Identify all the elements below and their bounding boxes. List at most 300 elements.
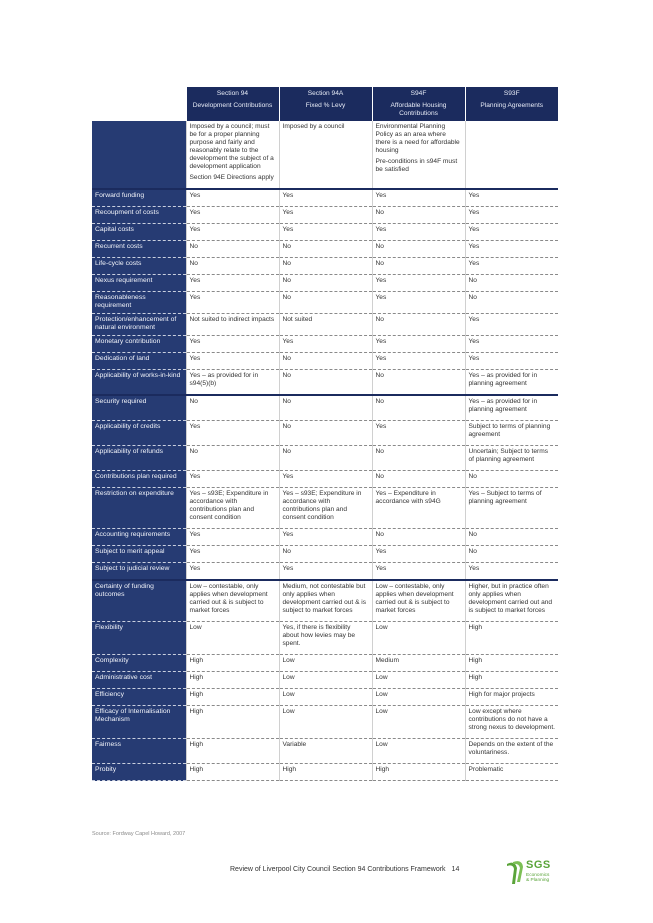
table-cell <box>186 421 279 446</box>
cell-text: Yes <box>189 192 201 199</box>
table-cell <box>279 546 372 563</box>
table-row <box>92 764 558 781</box>
table-cell <box>186 655 279 672</box>
table-row <box>92 292 558 314</box>
logo-wordmark: SGS <box>526 859 551 871</box>
row-label: Complexity <box>92 655 186 672</box>
cell-text: Low <box>375 708 388 715</box>
row-label: Subject to merit appeal <box>92 546 186 563</box>
row-label: Applicability of works-in-kind <box>92 370 186 396</box>
column-header-s94 <box>186 87 279 121</box>
cell-text: High <box>468 624 483 631</box>
cell-text: Depends on the extent of the voluntariness. <box>468 741 554 756</box>
table-cell <box>186 258 279 275</box>
cell-text: No <box>468 531 477 538</box>
cell-text: Yes <box>189 294 201 301</box>
cell-text: No <box>468 277 477 284</box>
cell-text: Yes <box>282 473 294 480</box>
cell-text: Yes <box>282 209 294 216</box>
column-name: Planning Agreements <box>480 102 544 109</box>
cell-text: Yes <box>375 277 387 284</box>
cell-text: Yes <box>468 243 480 250</box>
table-cell <box>465 580 558 622</box>
cell-text: Low <box>282 708 295 715</box>
table-header <box>92 87 558 121</box>
table-cell <box>186 353 279 370</box>
cell-text: No <box>282 243 291 250</box>
cell-text: Yes <box>375 548 387 555</box>
table-cell <box>186 672 279 689</box>
column-header-s94a <box>279 87 372 121</box>
table-row <box>92 421 558 446</box>
row-label: Accounting requirements <box>92 529 186 546</box>
table-cell <box>372 314 465 336</box>
cell-text: Imposed by a council; must be for a proper planning purpose and fairly and reasonably relate to the development the subject of a development application <box>189 123 274 170</box>
cell-text: Yes <box>468 209 480 216</box>
table-cell <box>279 292 372 314</box>
cell-text: Low <box>375 624 388 631</box>
table-cell <box>186 488 279 529</box>
table-body <box>92 121 558 781</box>
table-cell <box>465 421 558 446</box>
cell-text: Imposed by a council <box>282 123 345 130</box>
row-label: Applicability of credits <box>92 421 186 446</box>
table-cell <box>372 241 465 258</box>
cell-text: Low <box>282 674 295 681</box>
cell-text: No <box>468 473 477 480</box>
table-cell <box>372 563 465 581</box>
table-row <box>92 706 558 739</box>
row-label: Efficacy of Internalisation Mechanism <box>92 706 186 739</box>
cell-text: Low <box>189 624 202 631</box>
cell-text: No <box>282 398 291 405</box>
row-label: Administrative cost <box>92 672 186 689</box>
table-cell <box>186 207 279 224</box>
table-row <box>92 258 558 275</box>
cell-text: No <box>189 243 198 250</box>
cell-text: Uncertain; Subject to terms of planning agreement <box>468 448 549 463</box>
cell-text: High <box>189 674 204 681</box>
table-cell <box>279 529 372 546</box>
cell-text: Yes <box>375 226 387 233</box>
table-cell <box>279 241 372 258</box>
table-row <box>92 189 558 207</box>
table-cell <box>465 207 558 224</box>
table-cell <box>465 739 558 764</box>
cell-text: Pre-conditions in s94F must be satisfied <box>375 158 458 173</box>
table-cell <box>372 471 465 488</box>
table-cell <box>186 689 279 706</box>
cell-text: Higher, but in practice often only applies when development carried out and is subject to market forces <box>468 583 553 614</box>
cell-text: No <box>468 548 477 555</box>
table-cell <box>279 207 372 224</box>
row-label: Recurrent costs <box>92 241 186 258</box>
table-cell <box>372 672 465 689</box>
table-cell <box>465 471 558 488</box>
table-row <box>92 689 558 706</box>
cell-text: Yes – Expenditure in accordance with s94G <box>375 490 441 505</box>
row-label: Monetary contribution <box>92 336 186 353</box>
table-cell <box>372 488 465 529</box>
table-cell <box>279 764 372 781</box>
cell-text: Subject to terms of planning agreement <box>468 423 551 438</box>
table-cell <box>279 672 372 689</box>
cell-text: Section 94E Directions apply <box>189 174 274 181</box>
table-cell <box>279 689 372 706</box>
table-cell <box>372 292 465 314</box>
row-label <box>92 121 186 189</box>
cell-text: Yes <box>468 565 480 572</box>
cell-text: High <box>189 708 204 715</box>
table-cell <box>279 446 372 471</box>
cell-text: Yes <box>282 192 294 199</box>
table-row <box>92 121 558 189</box>
cell-text: No <box>375 473 384 480</box>
cell-text: Yes <box>375 355 387 362</box>
table-cell <box>465 706 558 739</box>
cell-text: No <box>468 294 477 301</box>
cell-text: High <box>189 766 204 773</box>
row-label: Nexus requirement <box>92 275 186 292</box>
row-label: Security required <box>92 395 186 421</box>
table-cell <box>465 258 558 275</box>
table-cell <box>372 395 465 421</box>
table-row <box>92 529 558 546</box>
table-cell <box>465 336 558 353</box>
cell-text: Yes – as provided for in planning agreement <box>468 372 538 387</box>
cell-text: Variable <box>282 741 307 748</box>
table-cell <box>186 292 279 314</box>
logo-subtitle-line: Economics <box>526 873 550 878</box>
table-cell <box>279 395 372 421</box>
header-blank-cell <box>92 87 186 121</box>
table-cell <box>372 421 465 446</box>
page-number: 14 <box>451 866 460 873</box>
cell-text: Yes <box>468 260 480 267</box>
table-row <box>92 739 558 764</box>
cell-text: No <box>375 448 384 455</box>
table-cell <box>186 189 279 207</box>
cell-text: Yes <box>375 338 387 345</box>
cell-text: Low – contestable, only applies when development carried out & is subject to market forces <box>375 583 454 614</box>
table-cell <box>372 622 465 655</box>
table-cell <box>465 488 558 529</box>
cell-text: Low except where contributions do not have a strong nexus to development. <box>468 708 556 731</box>
cell-text: No <box>375 531 384 538</box>
cell-text: No <box>375 209 384 216</box>
table-cell <box>186 546 279 563</box>
cell-text: Low <box>282 657 295 664</box>
row-label: Certainty of funding outcomes <box>92 580 186 622</box>
row-label: Applicability of refunds <box>92 446 186 471</box>
table-cell <box>465 655 558 672</box>
table-row <box>92 395 558 421</box>
table-cell <box>186 580 279 622</box>
row-label: Restriction on expenditure <box>92 488 186 529</box>
cell-text: No <box>282 355 291 362</box>
table-cell <box>186 241 279 258</box>
source-note: Source: Fordway Capel Howard, 2007 <box>92 831 186 837</box>
row-label: Forward funding <box>92 189 186 207</box>
table-cell <box>279 706 372 739</box>
table-row <box>92 622 558 655</box>
table-cell <box>465 121 558 189</box>
cell-text: Low <box>375 691 388 698</box>
cell-text: Yes <box>282 565 294 572</box>
cell-text: No <box>375 372 384 379</box>
cell-text: Yes <box>375 294 387 301</box>
table-cell <box>186 395 279 421</box>
row-label: Recoupment of costs <box>92 207 186 224</box>
column-header-s94f <box>372 87 465 121</box>
cell-text: No <box>375 260 384 267</box>
table-cell <box>279 258 372 275</box>
table-cell <box>465 395 558 421</box>
table-cell <box>465 189 558 207</box>
cell-text: Yes <box>189 423 201 430</box>
cell-text: Yes <box>189 226 201 233</box>
table-cell <box>465 622 558 655</box>
table-cell <box>372 336 465 353</box>
row-label: Efficiency <box>92 689 186 706</box>
cell-text: No <box>189 260 198 267</box>
cell-text: Yes – as provided for in planning agreement <box>468 398 538 413</box>
table-row <box>92 580 558 622</box>
table-row <box>92 336 558 353</box>
table-cell <box>465 241 558 258</box>
table-row <box>92 546 558 563</box>
cell-text: High <box>282 766 297 773</box>
cell-text: Medium, not contestable but only applies when development carried out & is subject to market forces <box>282 583 367 614</box>
cell-text: No <box>282 294 291 301</box>
cell-text: No <box>282 548 291 555</box>
table-cell <box>186 370 279 396</box>
table-cell <box>279 353 372 370</box>
row-label: Fairness <box>92 739 186 764</box>
table-cell <box>186 314 279 336</box>
table-row <box>92 672 558 689</box>
cell-text: High <box>468 657 483 664</box>
table-row <box>92 241 558 258</box>
table-cell <box>279 224 372 241</box>
table-cell <box>465 529 558 546</box>
sgs-logo <box>505 858 555 888</box>
table-cell <box>186 764 279 781</box>
comparison-table <box>92 87 558 781</box>
cell-text: Environmental Planning Policy as an area where there is a need for affordable housing <box>375 123 460 154</box>
cell-text: Yes <box>189 531 201 538</box>
table-cell <box>279 314 372 336</box>
logo-subtitle-line: & Planning <box>526 878 550 883</box>
cell-text: High <box>189 741 204 748</box>
column-section: S94F <box>410 90 427 97</box>
table-row <box>92 446 558 471</box>
table-cell <box>372 764 465 781</box>
cell-text: High <box>189 657 204 664</box>
table-cell <box>372 655 465 672</box>
cell-text: Yes <box>189 565 201 572</box>
footer-title: Review of Liverpool City Council Section 94 Contributions Framework <box>230 866 446 873</box>
cell-text: No <box>282 260 291 267</box>
cell-text: No <box>375 243 384 250</box>
table-cell <box>279 336 372 353</box>
table-cell <box>279 655 372 672</box>
table-cell <box>279 121 372 189</box>
table-cell <box>279 471 372 488</box>
row-label: Flexibility <box>92 622 186 655</box>
table-cell <box>372 121 465 189</box>
cell-text: Yes – s93E; Expenditure in accordance with contributions plan and consent condition <box>282 490 362 521</box>
table-row <box>92 655 558 672</box>
table-cell <box>372 370 465 396</box>
table-cell <box>372 739 465 764</box>
table-cell <box>465 563 558 581</box>
cell-text: Yes – as provided for in s94(5)(b) <box>189 372 259 387</box>
table-cell <box>186 563 279 581</box>
cell-text: Problematic <box>468 766 504 773</box>
cell-text: No <box>282 277 291 284</box>
table-row <box>92 563 558 581</box>
row-label: Life-cycle costs <box>92 258 186 275</box>
cell-text: Yes <box>375 423 387 430</box>
column-name: Affordable Housing Contributions <box>390 102 447 117</box>
table-cell <box>186 471 279 488</box>
row-label: Reasonableness requirement <box>92 292 186 314</box>
cell-text: Yes <box>189 473 201 480</box>
cell-text: No <box>282 372 291 379</box>
table-cell <box>186 706 279 739</box>
table-cell <box>279 739 372 764</box>
row-label: Capital costs <box>92 224 186 241</box>
cell-text: High <box>468 674 483 681</box>
table-cell <box>465 292 558 314</box>
table-cell <box>372 207 465 224</box>
cell-text: Yes <box>189 548 201 555</box>
cell-text: No <box>189 398 198 405</box>
table-cell <box>279 421 372 446</box>
row-label: Subject to judicial review <box>92 563 186 581</box>
cell-text: Yes <box>468 355 480 362</box>
cell-text: Medium <box>375 657 399 664</box>
cell-text: Yes <box>282 338 294 345</box>
table-cell <box>372 706 465 739</box>
column-section: S93F <box>503 90 520 97</box>
logo-subtitle <box>526 873 549 883</box>
cell-text: Yes <box>189 338 201 345</box>
table-row <box>92 314 558 336</box>
cell-text: Not suited <box>282 316 313 323</box>
table-cell <box>465 314 558 336</box>
cell-text: No <box>189 448 198 455</box>
table-cell <box>186 739 279 764</box>
table-cell <box>372 189 465 207</box>
table-cell <box>465 689 558 706</box>
sgs-logo-mark-icon <box>505 858 525 886</box>
cell-text: High for major projects <box>468 691 535 698</box>
table-cell <box>372 529 465 546</box>
table-row <box>92 275 558 292</box>
column-header-s93f <box>465 87 558 121</box>
row-label: Protection/enhancement of natural environment <box>92 314 186 336</box>
cell-text: Low <box>375 674 388 681</box>
table-cell <box>186 446 279 471</box>
table-cell <box>279 622 372 655</box>
table-cell <box>465 446 558 471</box>
table-cell <box>465 224 558 241</box>
cell-text: Yes – s93E; Expenditure in accordance with contributions plan and consent condition <box>189 490 269 521</box>
row-label: Contributions plan required <box>92 471 186 488</box>
table-cell <box>372 224 465 241</box>
table-cell <box>186 529 279 546</box>
table-cell <box>372 353 465 370</box>
column-name: Fixed % Levy <box>305 102 346 109</box>
table-row <box>92 370 558 396</box>
cell-text: Yes – Subject to terms of planning agreement <box>468 490 542 505</box>
row-label: Probity <box>92 764 186 781</box>
cell-text: No <box>282 448 291 455</box>
row-label: Dedication of land <box>92 353 186 370</box>
cell-text: Yes <box>468 316 480 323</box>
page-footer <box>230 866 459 873</box>
cell-text: Yes <box>468 226 480 233</box>
cell-text: Yes <box>468 192 480 199</box>
table-cell <box>186 275 279 292</box>
cell-text: Low – contestable, only applies when development carried out & is subject to market forces <box>189 583 268 614</box>
cell-text: Not suited to indirect impacts <box>189 316 275 323</box>
cell-text: Low <box>282 691 295 698</box>
table-cell <box>372 275 465 292</box>
cell-text: Yes <box>282 531 294 538</box>
table-row <box>92 207 558 224</box>
cell-text: Yes <box>282 226 294 233</box>
cell-text: Yes <box>468 338 480 345</box>
table-cell <box>279 580 372 622</box>
cell-text: No <box>375 316 384 323</box>
table-cell <box>279 563 372 581</box>
table-cell <box>372 258 465 275</box>
table-cell <box>186 121 279 189</box>
table-cell <box>465 764 558 781</box>
table-cell <box>372 580 465 622</box>
table-cell <box>186 336 279 353</box>
table-row <box>92 353 558 370</box>
table-cell <box>186 622 279 655</box>
cell-text: Low <box>375 741 388 748</box>
cell-text: No <box>282 423 291 430</box>
cell-text: High <box>375 766 390 773</box>
table-cell <box>465 546 558 563</box>
cell-text: Yes <box>189 355 201 362</box>
cell-text: Yes <box>189 209 201 216</box>
cell-text: Yes <box>375 192 387 199</box>
table-cell <box>372 546 465 563</box>
table-cell <box>279 275 372 292</box>
table-cell <box>465 275 558 292</box>
table-cell <box>279 370 372 396</box>
table-cell <box>372 446 465 471</box>
table-cell <box>465 370 558 396</box>
table-row <box>92 224 558 241</box>
table-cell <box>186 224 279 241</box>
table-row <box>92 471 558 488</box>
column-section: Section 94A <box>307 90 344 97</box>
table-row <box>92 488 558 529</box>
table-cell <box>465 353 558 370</box>
table-cell <box>372 689 465 706</box>
cell-text: High <box>189 691 204 698</box>
table-cell <box>279 488 372 529</box>
column-section: Section 94 <box>216 90 249 97</box>
